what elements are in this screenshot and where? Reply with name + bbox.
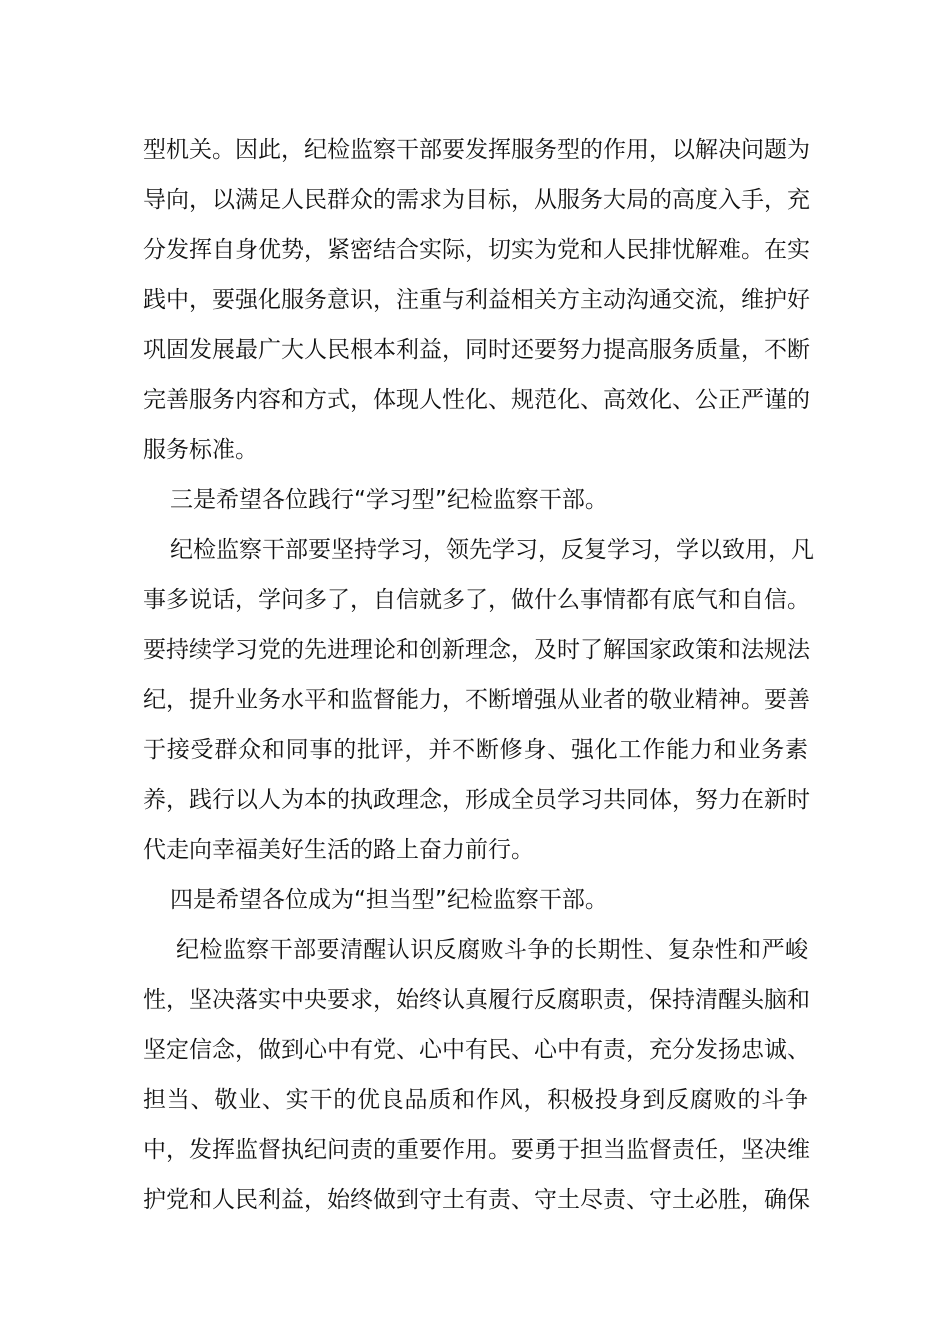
text-line-10: 事多说话，学问多了，自信就多了，做什么事情都有底气和自信。 (143, 587, 810, 613)
text-line-11: 要持续学习党的先进理论和创新理念，及时了解国家政策和法规法 (143, 637, 810, 663)
text-line-13: 于接受群众和同事的批评，并不断修身、强化工作能力和业务素 (143, 737, 808, 763)
text-line-3: 分发挥自身优势，紧密结合实际，切实为党和人民排忧解难。在实 (143, 237, 810, 263)
text-line-17: 纪检监察干部要清醒认识反腐败斗争的长期性、复杂性和严峻 (176, 937, 808, 963)
text-line-19: 坚定信念，做到心中有党、心中有民、心中有责，充分发扬忠诚、 (143, 1037, 810, 1063)
text-line-20: 担当、敬业、实干的优良品质和作风，积极投身到反腐败的斗争 (143, 1087, 808, 1113)
text-line-4: 践中，要强化服务意识，注重与利益相关方主动沟通交流，维护好 (143, 287, 810, 313)
text-line-12: 纪，提升业务水平和监督能力，不断增强从业者的敬业精神。要善 (143, 687, 810, 713)
text-line-15: 代走向幸福美好生活的路上奋力前行。 (143, 837, 534, 863)
text-line-7: 服务标准。 (143, 437, 258, 463)
text-line-1: 型机关。因此，纪检监察干部要发挥服务型的作用，以解决问题为 (143, 137, 810, 163)
text-line-9: 纪检监察干部要坚持学习，领先学习，反复学习，学以致用，凡 (170, 537, 814, 563)
section-heading-3: 三是希望各位践行“学习型”纪检监察干部。 (170, 487, 608, 513)
text-line-5: 巩固发展最广大人民根本利益，同时还要努力提高服务质量，不断 (143, 337, 810, 363)
text-line-22: 护党和人民利益，始终做到守土有责、守土尽责、守土必胜，确保 (143, 1187, 810, 1213)
text-line-6: 完善服务内容和方式，体现人性化、规范化、高效化、公正严谨的 (143, 387, 810, 413)
text-line-14: 养，践行以人为本的执政理念，形成全员学习共同体，努力在新时 (143, 787, 810, 813)
text-line-18: 性，坚决落实中央要求，始终认真履行反腐职责，保持清醒头脑和 (143, 987, 810, 1013)
section-heading-4: 四是希望各位成为“担当型”纪检监察干部。 (170, 887, 608, 913)
text-line-21: 中，发挥监督执纪问责的重要作用。要勇于担当监督责任，坚决维 (143, 1137, 810, 1163)
text-line-2: 导向，以满足人民群众的需求为目标，从服务大局的高度入手，充 (143, 187, 810, 213)
